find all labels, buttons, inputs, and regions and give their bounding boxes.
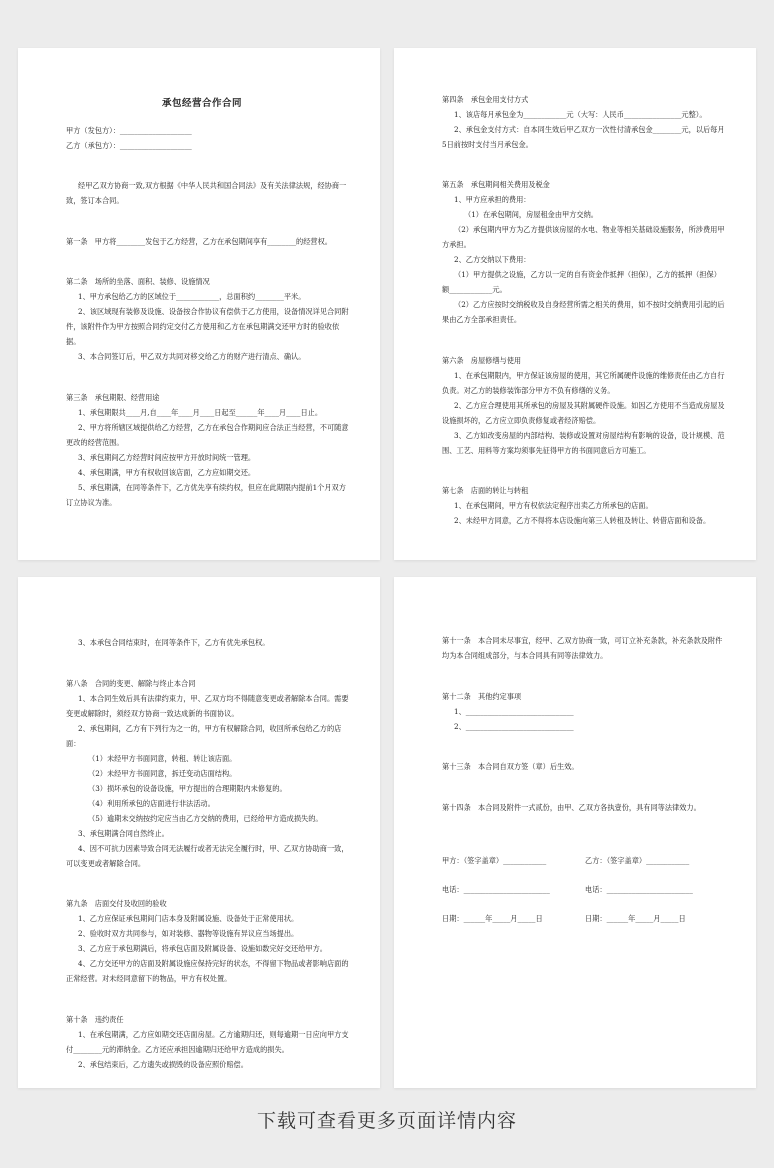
- spacer: [66, 216, 352, 227]
- contract-line: 2、未经甲方同意，乙方不得将本店设施向第三人转租及转让、转借店面和设备。: [454, 516, 711, 526]
- page-4-body: [442, 608, 728, 814]
- page-1-body: [66, 123, 352, 510]
- spacer: [442, 335, 728, 346]
- contract-line: 1、该店每月承包金为____________元（大写：人民币________________元整）。: [454, 110, 707, 119]
- contract-line: 1、承包期限共____月,自____年____月____日起至______年____月____日止。: [78, 407, 323, 417]
- contract-line: 2、承包期间，乙方有下列行为之一的，甲方有权解除合同，收回所承包给乙方的店面：: [66, 723, 342, 748]
- contract-line: 第十一条 本合同未尽事宜，经甲、乙双方协商一致，可订立补充条款，补充条款及附件均为本合同组成部分，与本合同具有同等法律效力。: [442, 636, 723, 661]
- contract-line: 1、本合同生效后具有法律约束力，甲、乙双方均不得随意变更或者解除本合同。需要变更或解除时，须经双方协商一致达成新的书面协议。: [66, 693, 349, 718]
- contract-line: 1、甲方应承担的费用：: [454, 195, 531, 205]
- contract-line: （1）甲方提供之设施，乙方以一定的自有资金作抵押（担保），乙方的抵押（担保）额____________元。: [442, 270, 721, 295]
- contract-line: 3、乙方应于承包期满后，将承包店面及附属设备、设施如数完好交还给甲方。: [78, 944, 327, 954]
- spacer: [66, 160, 352, 171]
- contract-line: 4、乙方交还甲方的店面及附属设施应保持完好的状态，不得留下物品或者影响店面的正常经营。对未经同意留下的物品，甲方有权处置。: [66, 959, 349, 984]
- spacer: [66, 256, 352, 267]
- spacer: [442, 741, 728, 752]
- more-pages-caption[interactable]: 下载可查看更多页面详情内容: [256, 1110, 517, 1132]
- contract-line: 第一条 甲方将________发包于乙方经营，乙方在承包期间享有________的经营权。: [66, 236, 332, 246]
- contract-line: 2、乙方交纳以下费用：: [454, 255, 531, 265]
- contract-line: 甲方（发包方）：____________________: [66, 126, 192, 135]
- contract-line: 2、验收时双方共同参与，如对装修、器物等设施有异议应当场提出。: [78, 929, 299, 939]
- contract-line: 3、承包期间乙方经营时间应按甲方开放时间统一管理。: [78, 452, 256, 462]
- spacer: [66, 878, 352, 889]
- contract-line: （1）在承包期间，房屋租金由甲方交纳。: [464, 210, 598, 220]
- contract-line: 1、______________________________: [454, 706, 574, 716]
- contract-page-4: [394, 577, 756, 1088]
- contract-line: 1、乙方应保证承包期间门店本身及附属设施、设备处于正常使用状。: [78, 914, 299, 924]
- party-a-signature-field: 甲方：（签字盖章）____________: [442, 855, 547, 865]
- spacer: [442, 671, 728, 682]
- contract-line: （2）乙方应按时交纳税收及自身经营所需之相关的费用，如不按时交纳费用引起的后果由乙方全部承担责任。: [442, 300, 725, 325]
- contract-line: 2、______________________________: [454, 721, 574, 731]
- contract-page-3: [18, 577, 380, 1088]
- spacer: [66, 610, 352, 628]
- contract-line: （2）未经甲方书面同意，拆迁变动店面结构。: [88, 768, 237, 778]
- spacer: [442, 465, 728, 476]
- contract-line: （5）逾期未交纳按约定应当由乙方交纳的费用，已经给甲方造成损失的。: [88, 813, 323, 823]
- contract-line: 3、乙方如改变房屋的内部结构、装修或设置对房屋结构有影响的设备，设计规模、范围、工艺、用料等方案均须事先征得甲方的书面同意后方可施工。: [442, 430, 725, 455]
- party-b-signature-field: 电话：________________________: [585, 884, 693, 894]
- page-3-body: [66, 610, 352, 1071]
- contract-title: 承包经营合作合同: [161, 98, 242, 109]
- contract-page-2: [394, 48, 756, 560]
- contract-line: （3）损坏承包的设备设施，甲方提出的合理期限内未修复的。: [88, 783, 287, 793]
- contract-line: 4、承包期满，甲方有权收回该店面，乙方应如期交还。: [78, 467, 256, 477]
- contract-line: （1）未经甲方书面同意，转租、转让该店面。: [88, 753, 237, 763]
- contract-line: 乙方（承包方）：____________________: [66, 141, 192, 150]
- contract-line: 5、承包期满，在同等条件下，乙方优先享有续约权，但应在此期限内提前1个月双方订立协议为准。: [66, 482, 346, 507]
- contract-line: 1、在承包期限内，甲方保证该房屋的使用，其它所属硬件设施的维修责任由乙方自行负责。对乙方的装修装饰部分甲方不负有修缮的义务。: [442, 370, 725, 395]
- party-b-signature-field: 日期：______年_____月_____日: [585, 913, 686, 923]
- contract-line: （4）利用所承包的店面进行非法活动。: [88, 798, 215, 808]
- party-a-signature-field: 电话：________________________: [442, 884, 550, 894]
- signature-row: [442, 853, 728, 868]
- contract-line: 第二条 场所的坐落、面积、装修、设施情况: [66, 277, 210, 287]
- contract-line: 3、本承包合同结束时，在同等条件下，乙方有优先承包权。: [78, 638, 270, 648]
- contract-line: 2、承包金支付方式：自本同生效后甲乙双方一次性付清承包金________元，以后每月5日前按时支付当月承包金。: [442, 125, 725, 149]
- contract-line: 第五条 承包期间相关费用及税金: [442, 180, 550, 190]
- contract-line: （2）承包期内甲方为乙方提供该房屋的水电、物业等相关基础设施服务，所涉费用甲方承担。: [442, 225, 725, 250]
- contract-line: 1、甲方承包给乙方的区域位于____________，总面积约________平米。: [78, 292, 306, 302]
- spacer: [442, 159, 728, 170]
- contract-page-1: [18, 48, 380, 560]
- contract-line: 2、该区域现有装修及设施、设备按合作协议有偿供于乙方使用，设备情况详见合同附件，该附件作为甲方按照合同约定交付乙方使用和乙方在承包期满交还甲方时的验收依据。: [66, 307, 349, 347]
- contract-line: 3、承包期满合同自然终止。: [78, 828, 169, 838]
- signature-row: [442, 911, 728, 926]
- signature-row: [442, 882, 728, 897]
- contract-line: 经甲乙双方协商一致,双方根据《中华人民共和国合同法》及有关法律法规，经协商一致，签订本合同。: [66, 181, 347, 206]
- contract-line: 2、承包结束后，乙方遗失或损毁的设备应照价赔偿。: [78, 1059, 248, 1069]
- party-b-signature-field: 乙方：（签字盖章）____________: [585, 855, 690, 865]
- spacer: [66, 371, 352, 382]
- page-2-body: [442, 92, 728, 528]
- contract-line: 第六条 房屋修缮与使用: [442, 355, 522, 365]
- contract-line: 2、甲方将所辖区域提供给乙方经营，乙方在承包合作期间应合法正当经营，不可随意更改的经营范围。: [66, 422, 349, 447]
- contract-line: 第四条 承包金用支付方式: [442, 95, 529, 104]
- contract-line: 第三条 承包期限、经营用途: [66, 392, 160, 402]
- spacer: [442, 781, 728, 792]
- contract-line: 第十二条 其他约定事项: [442, 691, 522, 701]
- contract-line: 第十条 违约责任: [66, 1014, 124, 1024]
- contract-line: 第八条 合同的变更、解除与终止本合同: [66, 678, 196, 688]
- spacer: [66, 658, 352, 669]
- contract-line: 1、在承包期间，甲方有权依法定程序出卖乙方所承包的店面。: [454, 501, 653, 511]
- contract-line: 第七条 店面的转让与转租: [442, 486, 529, 496]
- contract-line: 1、在承包期满，乙方应如期交还店面房屋。乙方逾期归还，则每逾期一日应向甲方支付________元的滞纳金。乙方还应承担因逾期归还给甲方造成的损失。: [66, 1029, 349, 1054]
- spacer: [66, 993, 352, 1004]
- contract-line: 第十三条 本合同自双方签（章）后生效。: [442, 762, 579, 772]
- signature-block: [442, 853, 728, 926]
- contract-line: 第九条 店面交付及收回的验收: [66, 899, 167, 909]
- spacer: [442, 608, 728, 626]
- contract-line: 3、本合同签订后，甲乙双方共同对移交给乙方的财产进行清点、确认。: [78, 352, 306, 362]
- contract-line: 2、乙方应合理使用其所承包的房屋及其附属硬件设施。如因乙方使用不当造成房屋及设施损坏的，乙方应立即负责修复或者经济赔偿。: [442, 400, 725, 425]
- contract-line: 第十四条 本合同及附件一式贰份，由甲、乙双方各执壹份，具有同等法律效力。: [442, 802, 701, 812]
- contract-line: 4、因不可抗力因素导致合同无法履行或者无法完全履行时，甲、乙双方协助商一致，可以变更或者解除合同。: [66, 843, 349, 868]
- party-a-signature-field: 日期：______年_____月_____日: [442, 913, 543, 923]
